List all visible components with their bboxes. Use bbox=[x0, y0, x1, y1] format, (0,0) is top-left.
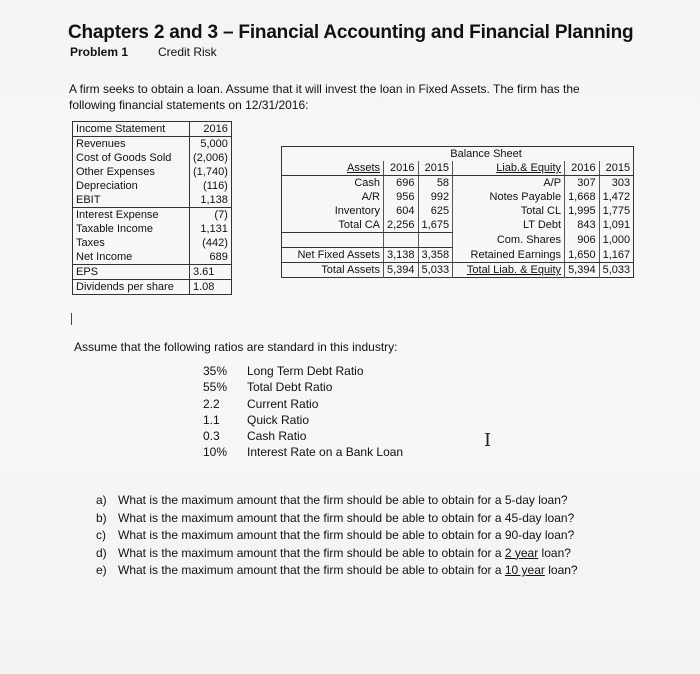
balance-row bbox=[282, 233, 634, 248]
balance-cell bbox=[418, 233, 453, 248]
income-row-value: 1,138 bbox=[190, 193, 232, 208]
income-row bbox=[73, 208, 232, 223]
balance-header-cell: 2016 bbox=[565, 161, 600, 176]
balance-cell: 1,668 bbox=[565, 190, 600, 204]
intro-paragraph: A firm seeks to obtain a loan. Assume that it will invest the loan in Fixed Assets. The firm has the following financial statements on 12/31/2016: bbox=[69, 82, 580, 112]
ratio-name: Long Term Debt Ratio bbox=[247, 364, 364, 378]
income-row bbox=[73, 137, 232, 152]
income-row-label: Cost of Goods Sold bbox=[73, 151, 190, 165]
balance-cell: Cash bbox=[354, 177, 380, 189]
question-text-main: What is the maximum amount that the firm should be able to obtain for a bbox=[118, 545, 505, 560]
balance-cell: Total CA bbox=[282, 218, 384, 233]
balance-cell: 1,091 bbox=[599, 218, 634, 233]
ratio-value: 1.1 bbox=[203, 412, 220, 427]
balance-cell: 5,394 bbox=[384, 263, 419, 278]
question-text-main: What is the maximum amount that the firm should be able to obtain for a 45-day loan? bbox=[118, 510, 575, 525]
balance-cell: Total Assets bbox=[321, 264, 380, 276]
balance-cell: 1,775 bbox=[599, 204, 634, 218]
balance-cell: 3,358 bbox=[418, 248, 453, 263]
balance-cell: 1,472 bbox=[599, 190, 634, 204]
income-row-value: 3.61 bbox=[190, 265, 232, 280]
income-row bbox=[73, 165, 232, 179]
income-row bbox=[73, 222, 232, 236]
income-header-label: Income Statement bbox=[73, 122, 190, 137]
income-row-label: EPS bbox=[73, 265, 190, 280]
income-row-label: Other Expenses bbox=[73, 165, 190, 179]
balance-cell: 3,138 bbox=[384, 248, 419, 263]
balance-cell: Retained Earnings bbox=[453, 248, 565, 263]
income-row-value: (7) bbox=[190, 208, 232, 223]
question-text-main: What is the maximum amount that the firm should be able to obtain for a 90-day loan? bbox=[118, 528, 575, 542]
income-row-label: Interest Expense bbox=[73, 208, 190, 223]
ratio-row bbox=[203, 379, 403, 395]
income-row bbox=[73, 236, 232, 250]
balance-row bbox=[282, 190, 634, 204]
income-row-label: Revenues bbox=[73, 137, 190, 152]
ratio-name: Cash Ratio bbox=[247, 429, 307, 444]
question-item bbox=[96, 492, 578, 510]
balance-cell: A/P bbox=[453, 176, 565, 191]
assumption-text: Assume that the following ratios are standard in this industry: bbox=[74, 340, 398, 354]
balance-cell: 843 bbox=[565, 218, 600, 233]
balance-row bbox=[282, 248, 634, 263]
questions-list bbox=[96, 492, 578, 580]
balance-cell bbox=[384, 233, 419, 248]
balance-cell: 956 bbox=[384, 190, 419, 204]
balance-cell: Notes Payable bbox=[453, 190, 565, 204]
ratio-row bbox=[203, 412, 403, 428]
balance-cell: Total CL bbox=[453, 204, 565, 218]
income-header-year: 2016 bbox=[190, 122, 232, 137]
balance-header-cell: 2015 bbox=[418, 161, 453, 176]
question-text-main: What is the maximum amount that the firm should be able to obtain for a bbox=[118, 563, 505, 577]
question-text-main: What is the maximum amount that the firm should be able to obtain for a 5-day loan? bbox=[118, 493, 568, 507]
question-text bbox=[118, 492, 568, 510]
income-row bbox=[73, 250, 232, 265]
income-row bbox=[73, 193, 232, 208]
problem-label: Problem 1 bbox=[70, 45, 129, 59]
income-row-label: Taxable Income bbox=[73, 222, 190, 236]
text-cursor bbox=[71, 313, 72, 325]
question-term: 10 year bbox=[504, 563, 545, 577]
balance-cell: Net Fixed Assets bbox=[282, 248, 384, 263]
balance-cell: Inventory bbox=[334, 205, 380, 217]
industry-ratios-list bbox=[203, 363, 403, 461]
balance-cell: 1,167 bbox=[599, 248, 634, 263]
balance-row bbox=[282, 218, 634, 233]
balance-cell: LT Debt bbox=[453, 218, 565, 233]
ratio-row bbox=[203, 428, 403, 444]
balance-cell: 58 bbox=[418, 176, 453, 191]
balance-header-cell: Assets bbox=[282, 161, 384, 176]
balance-cell: 1,675 bbox=[418, 218, 453, 233]
balance-cell: 5,033 bbox=[599, 263, 634, 278]
ratio-value: 2.2 bbox=[203, 396, 220, 411]
question-text bbox=[118, 562, 578, 580]
income-row-label: Net Income bbox=[73, 250, 190, 265]
balance-header-cell: 2016 bbox=[384, 161, 419, 176]
balance-cell: 1,995 bbox=[565, 204, 600, 218]
balance-cell: A/R bbox=[361, 191, 380, 203]
balance-cell: 1,000 bbox=[599, 233, 634, 248]
balance-cell: 696 bbox=[384, 176, 419, 191]
ratio-value: 55% bbox=[203, 380, 228, 395]
question-letter: d) bbox=[96, 545, 107, 560]
question-text-end: loan? bbox=[538, 545, 571, 560]
income-row-label: Taxes bbox=[73, 236, 190, 250]
ratio-value: 35% bbox=[203, 364, 228, 378]
balance-cell: 2,256 bbox=[384, 218, 419, 233]
balance-cell: 307 bbox=[565, 176, 600, 191]
income-row-value: (116) bbox=[190, 179, 232, 193]
question-letter: e) bbox=[96, 563, 107, 577]
ratio-value: 10% bbox=[203, 445, 228, 460]
question-term: 2 year bbox=[504, 545, 539, 560]
income-row-value: 1.08 bbox=[190, 280, 232, 295]
balance-row bbox=[282, 204, 634, 218]
balance-cell: 604 bbox=[384, 204, 419, 218]
income-row-value: (2,006) bbox=[190, 151, 232, 165]
balance-cell: 5,394 bbox=[565, 263, 600, 278]
balance-cell: 906 bbox=[565, 233, 600, 248]
income-row-value: 5,000 bbox=[190, 137, 232, 152]
balance-cell: Com. Shares bbox=[453, 233, 565, 248]
balance-header-cell: 2015 bbox=[599, 161, 634, 176]
balance-row bbox=[282, 263, 634, 278]
balance-title-row bbox=[282, 147, 634, 162]
balance-header-cell: Liab.& Equity bbox=[453, 161, 565, 176]
income-row-value: (1,740) bbox=[190, 165, 232, 179]
balance-sheet-title: Balance Sheet bbox=[450, 148, 522, 160]
ratio-row bbox=[203, 363, 403, 379]
ratio-value: 0.3 bbox=[203, 429, 220, 444]
income-row-label: Depreciation bbox=[73, 179, 190, 193]
question-text bbox=[118, 510, 574, 528]
balance-cell bbox=[282, 233, 384, 248]
income-row-value: 1,131 bbox=[190, 222, 232, 236]
income-row-label: EBIT bbox=[73, 193, 190, 208]
ratio-name: Total Debt Ratio bbox=[247, 380, 333, 395]
income-row-value: (442) bbox=[190, 236, 232, 250]
question-item bbox=[96, 562, 578, 580]
ratio-row bbox=[203, 444, 403, 460]
balance-cell: 303 bbox=[599, 176, 634, 191]
ratio-name: Quick Ratio bbox=[247, 412, 310, 427]
question-item bbox=[96, 545, 578, 563]
balance-cell: 1,650 bbox=[565, 248, 600, 263]
income-row bbox=[73, 151, 232, 165]
balance-cell: Total Liab. & Equity bbox=[453, 263, 565, 278]
page-title: Chapters 2 and 3 – Financial Accounting and Financial Planning bbox=[68, 22, 634, 43]
balance-sheet-table bbox=[281, 146, 634, 278]
question-letter: b) bbox=[96, 510, 107, 525]
topic-label: Credit Risk bbox=[158, 45, 217, 59]
question-text-end: loan? bbox=[544, 563, 578, 577]
income-statement-table bbox=[72, 121, 232, 295]
balance-cell: 625 bbox=[418, 204, 453, 218]
ratio-row bbox=[203, 396, 403, 412]
ibeam-cursor-icon: I bbox=[484, 430, 492, 451]
ratio-name: Current Ratio bbox=[247, 396, 319, 411]
balance-cell: 992 bbox=[418, 190, 453, 204]
question-text bbox=[118, 527, 574, 545]
income-row bbox=[73, 265, 232, 280]
income-row bbox=[73, 179, 232, 193]
question-item bbox=[96, 527, 578, 545]
question-letter: c) bbox=[96, 528, 106, 542]
income-row-value: 689 bbox=[190, 250, 232, 265]
income-header-row bbox=[73, 122, 232, 137]
balance-row bbox=[282, 176, 634, 191]
income-row-label: Dividends per share bbox=[73, 280, 190, 295]
question-item bbox=[96, 510, 578, 528]
income-row bbox=[73, 280, 232, 295]
question-letter: a) bbox=[96, 493, 107, 507]
ratio-name: Interest Rate on a Bank Loan bbox=[247, 445, 404, 460]
balance-cell: 5,033 bbox=[418, 263, 453, 278]
balance-header-row bbox=[282, 161, 634, 176]
question-text bbox=[118, 545, 571, 563]
